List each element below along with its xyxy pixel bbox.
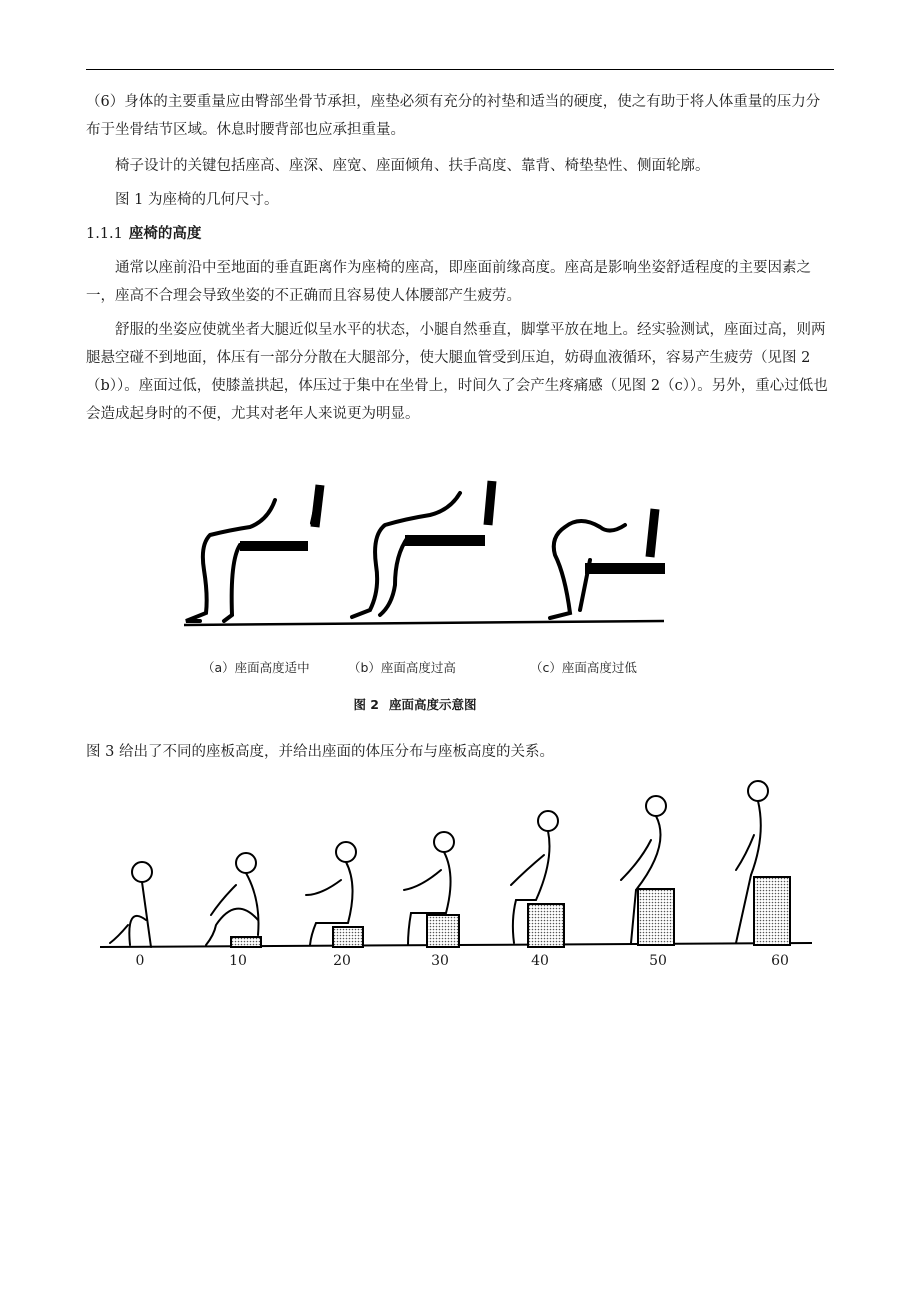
figure-3-height-50: 50	[649, 953, 667, 969]
figure-2-caption-label: 图 2	[353, 697, 380, 712]
figure-2-caption	[0, 695, 820, 713]
figure-3-height-30: 30	[431, 953, 449, 969]
figure-3-height-60: 60	[771, 953, 789, 969]
figure-2a-seat	[240, 541, 308, 551]
figure-3-height-10: 10	[229, 953, 247, 969]
header-rule	[86, 69, 834, 70]
figure-2b-seat	[405, 535, 485, 546]
figure-2-caption-title: 座面高度示意图	[389, 697, 477, 712]
figure-3-seat-60	[754, 877, 790, 945]
figure-3-height-0: 0	[135, 953, 145, 969]
figure-2-drawing	[180, 475, 670, 635]
figure-2a-sitter	[186, 487, 320, 621]
figure-3-seat-40	[528, 904, 564, 947]
figure-3-seat-20	[333, 927, 363, 947]
figure-3-seat-50	[638, 889, 674, 945]
paragraph-4: 通常以座前沿中至地面的垂直距离作为座椅的座高，即座面前缘高度。座高是影响坐姿舒适程度的主要因素之一，座高不合理会导致坐姿的不正确而且容易使人体腰部产生疲劳。	[86, 260, 811, 304]
paragraph-3: 图 1 为座椅的几何尺寸。	[115, 192, 279, 208]
figure-3-seat-10	[231, 937, 261, 947]
figure-2a-label: （a）座面高度适中	[202, 660, 310, 675]
figure-2c-seat	[585, 563, 665, 574]
paragraph-2: 椅子设计的关键包括座高、座深、座宽、座面倾角、扶手高度、靠背、椅垫垫性、侧面轮廓。	[115, 158, 710, 174]
figure-3-drawing	[96, 775, 816, 955]
figure-3-seat-30	[427, 915, 459, 947]
paragraph-6: 图 3 给出了不同的座板高度，并给出座面的体压分布与座板高度的关系。	[86, 744, 554, 760]
figure-3-sitter-10	[206, 853, 259, 945]
figure-2c-label: （c）座面高度过低	[530, 660, 637, 675]
figure-3-height-20: 20	[333, 953, 351, 969]
section-title: 座椅的高度	[128, 225, 202, 242]
figure-2b-label: （b）座面高度过高	[348, 660, 456, 675]
figure-2b-sitter	[352, 493, 460, 617]
paragraph-5: 舒服的坐姿应使就坐者大腿近似呈水平的状态，小腿自然垂直，脚掌平放在地上。经实验测试，座面过高，则两腿悬空碰不到地面，体压有一部分分散在大腿部分，使大腿血管受到压迫，妨碍血液循环，容易产生疲劳（见图 2（b））。座面过低，使膝盖拱起，体压过于集中在坐骨上，时间久了会产生疼痛感（见图 2（c））。另外，重心过低也会造成起身时的不便，尤其对老年人来说更为明显。	[86, 322, 828, 422]
section-number: 1.1.1	[86, 226, 123, 242]
figure-3-sitter-0	[110, 862, 152, 947]
figure-3-height-40: 40	[531, 953, 549, 969]
paragraph-1: （6）身体的主要重量应由臀部坐骨节承担，座垫必须有充分的衬垫和适当的硬度，使之有助于将人体重量的压力分布于坐骨结节区域。休息时腰背部也应承担重量。	[86, 94, 821, 138]
section-heading	[86, 220, 201, 248]
